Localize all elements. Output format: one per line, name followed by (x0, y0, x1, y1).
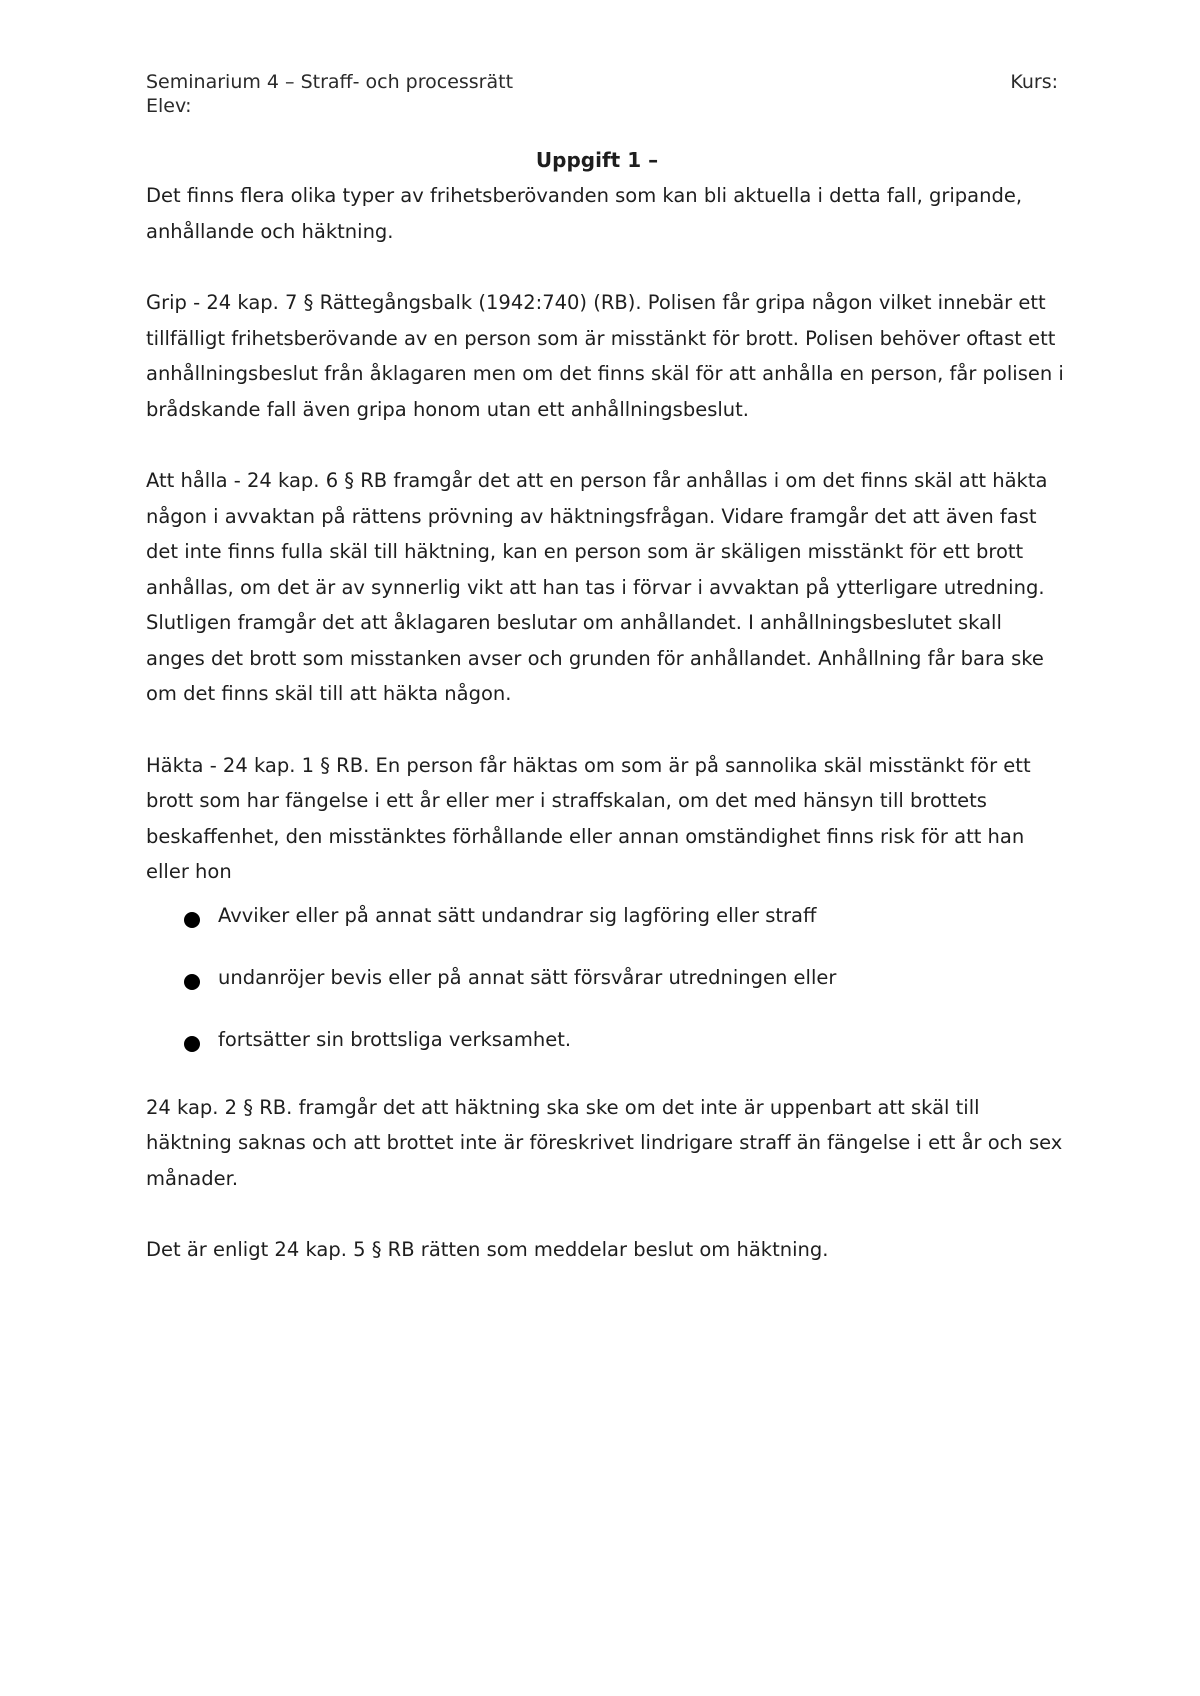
intro-paragraph: Det finns flera olika typer av frihetsberövanden som kan bli aktuella i detta fall, gripande, anhållande och häktning. (146, 184, 1023, 243)
list-item-text: fortsätter sin brottsliga verksamhet. (218, 1027, 572, 1051)
risk-list (146, 902, 1066, 1054)
seminar-title: Seminarium 4 – Straff- och processrätt (146, 71, 514, 93)
bullet-icon (184, 912, 200, 928)
kap2-paragraph: 24 kap. 2 § RB. framgår det att häktning ska ske om det inte är uppenbart att skäl till häktning saknas och att brottet inte är föreskrivet lindrigare straff än fängelse i ett år och sex månader. (146, 1095, 1063, 1190)
assignment-heading: Uppgift 1 – (535, 148, 659, 172)
list-item (146, 902, 1066, 930)
list-item-text: Avviker eller på annat sätt undandrar sig lagföring eller straff (218, 903, 817, 927)
hakta-paragraph: Häkta - 24 kap. 1 § RB. En person får häktas om som är på sannolika skäl misstänkt för ett brott som har fängelse i ett år eller mer i straffskalan, om det med hänsyn till brottets beskaffenhet, den misstänktes förhållande eller annan omständighet finns risk för att han eller hon (146, 753, 1031, 883)
list-item-text: undanröjer bevis eller på annat sätt försvårar utredningen eller (218, 965, 837, 989)
page-header (146, 70, 1058, 118)
student-label: Elev: (146, 95, 192, 117)
list-item (146, 1026, 1066, 1054)
grip-paragraph: Grip - 24 kap. 7 § Rättegångsbalk (1942:740) (RB). Polisen får gripa någon vilket innebär ett tillfälligt frihetsberövande av en person som är misstänkt för brott. Polisen behöver oftast ett anhållningsbeslut från åklagaren men om det finns skäl för att anhålla en person, får polisen i brådskande fall även gripa honom utan ett anhållningsbeslut. (146, 291, 1064, 421)
bullet-icon (184, 974, 200, 990)
header-row (146, 70, 1058, 94)
list-item (146, 964, 1066, 992)
bullet-icon (184, 1036, 200, 1052)
document-body (146, 145, 1066, 1304)
anhalla-paragraph: Att hålla - 24 kap. 6 § RB framgår det att en person får anhållas i om det finns skäl att häkta någon i avvaktan på rättens prövning av häktningsfrågan. Vidare framgår det att även fast det inte finns fulla skäl till häktning, kan en person som är skäligen misstänkt för ett brott anhållas, om det är av synnerlig vikt att han tas i förvar i avvaktan på ytterligare utredning. Slutligen framgår det att åklagaren beslutar om anhållandet. I anhållningsbeslutet skall anges det brott som misstanken avser och grunden för anhållandet. Anhållning får bara ske om det finns skäl till att häkta någon. (146, 469, 1048, 705)
kap5-paragraph: Det är enligt 24 kap. 5 § RB rätten som meddelar beslut om häktning. (146, 1238, 829, 1261)
course-label: Kurs: (1010, 71, 1058, 93)
